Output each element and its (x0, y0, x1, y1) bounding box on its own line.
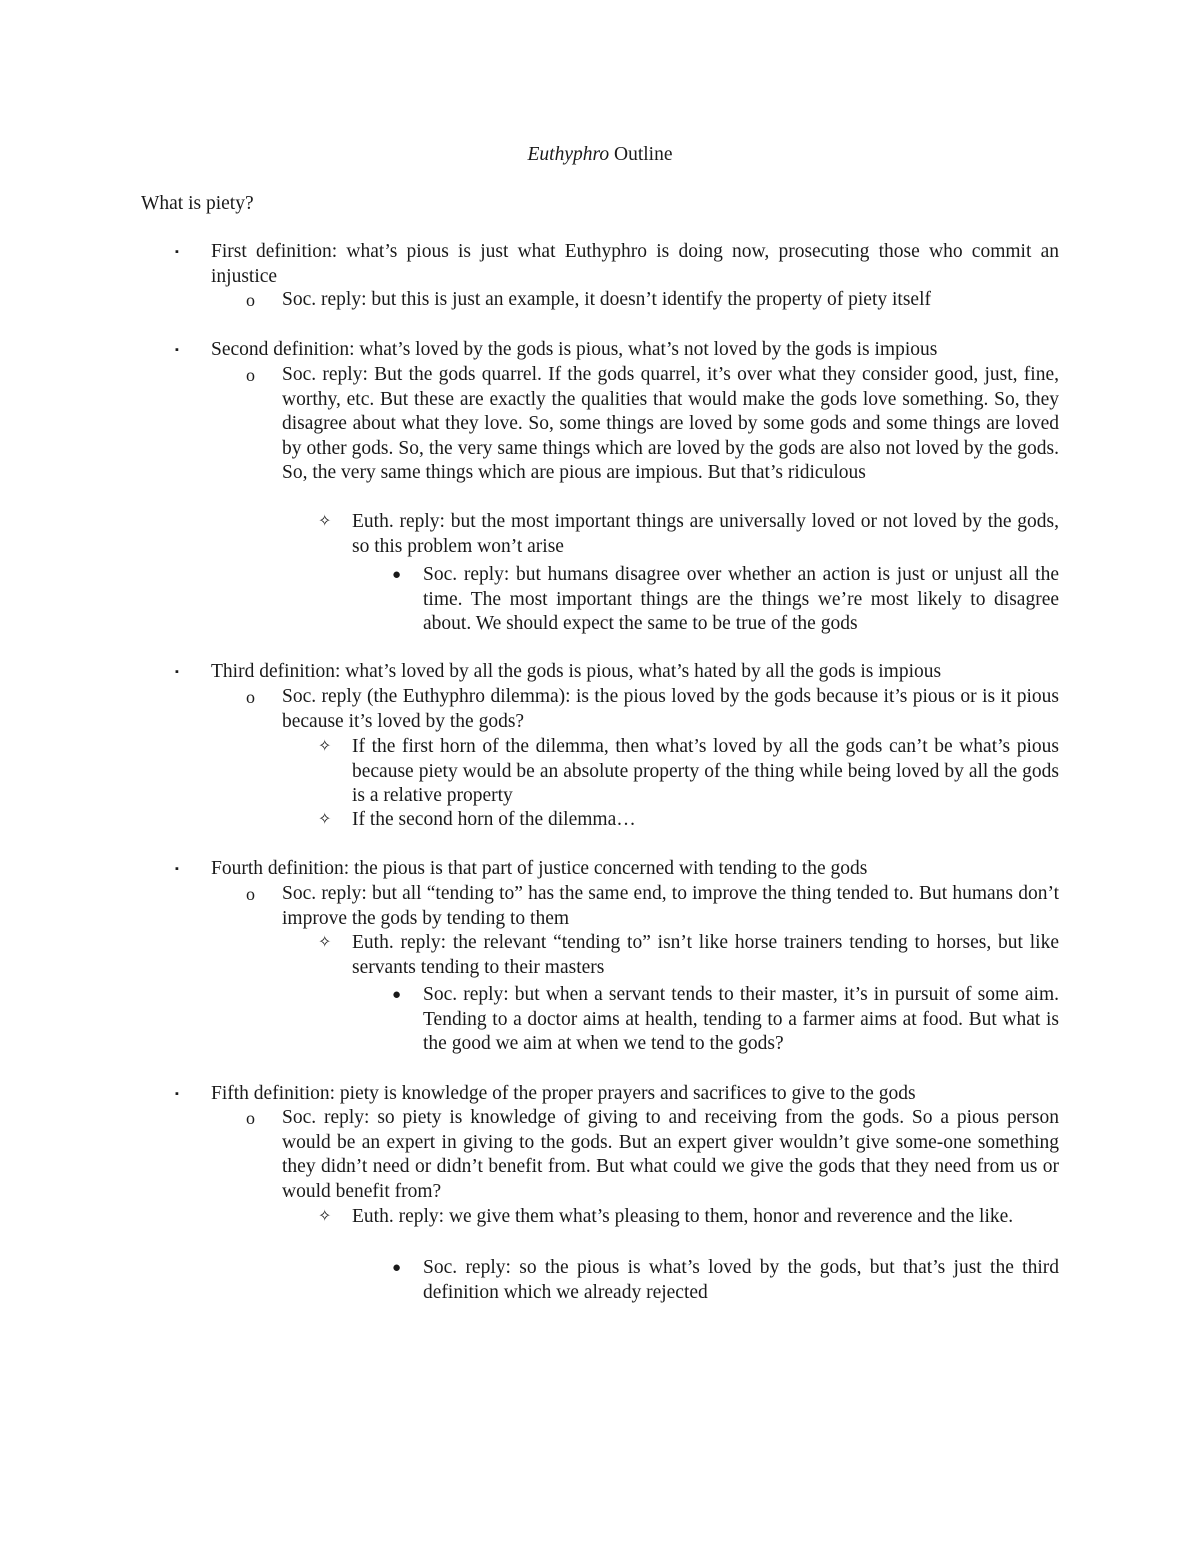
bullet-square: ▪ (175, 666, 179, 678)
bullet-diamond: ✧ (318, 811, 332, 828)
outline-item-definition-4: Fourth definition: the pious is that part of justice concerned with tending to the gods (211, 858, 868, 879)
outline-item-definition-2: Second definition: what’s loved by the gods is pious, what’s not loved by the gods is impious (211, 339, 938, 360)
title-rest: Outline (609, 144, 673, 165)
outline-item-reply: Soc. reply: but humans disagree over whether an action is just or unjust all the time. The most important things are the things we’re most likely to disagree about. We should expect the same to be true of the gods (423, 564, 1059, 635)
outline-item-reply: Euth. reply: but the most important things are universally loved or not loved by the gods, so this problem won’t arise (352, 511, 1059, 557)
outline-item-definition-3: Third definition: what’s loved by all the gods is pious, what’s hated by all the gods is impious (211, 661, 942, 682)
bullet-dot: ● (392, 1260, 402, 1276)
outline-item-reply: Soc. reply: but this is just an example, it doesn’t identify the property of piety itself (282, 289, 931, 310)
outline-item-reply: Soc. reply: but when a servant tends to their master, it’s in pursuit of some aim. Tending to a doctor aims at health, tending to a farmer aims at food. But what is the good we aim at when we tend to the gods? (423, 984, 1059, 1055)
section-question: What is piety? (141, 193, 254, 214)
bullet-circle: o (246, 1108, 255, 1128)
bullet-dot: ● (392, 567, 402, 583)
bullet-square: ▪ (175, 246, 179, 258)
bullet-square: ▪ (175, 863, 179, 875)
outline-item-reply: Soc. reply: so the pious is what’s loved by the gods, but that’s just the third definition which we already rejected (423, 1257, 1059, 1303)
outline-item-reply: Euth. reply: we give them what’s pleasing to them, honor and reverence and the like. (352, 1206, 1014, 1227)
title-italic: Euthyphro (527, 144, 610, 165)
outline-item-reply: Soc. reply: but all “tending to” has the same end, to improve the thing tended to. But humans don’t improve the gods by tending to them (282, 883, 1059, 929)
outline-item-reply: Euth. reply: the relevant “tending to” isn’t like horse trainers tending to horses, but like servants tending to their masters (352, 932, 1059, 978)
bullet-square: ▪ (175, 344, 179, 356)
bullet-circle: o (246, 365, 255, 385)
page-title (0, 142, 1200, 168)
bullet-circle: o (246, 884, 255, 904)
bullet-dot: ● (392, 987, 402, 1003)
bullet-square: ▪ (175, 1088, 179, 1100)
bullet-diamond: ✧ (318, 934, 332, 951)
bullet-circle: o (246, 687, 255, 707)
outline-item-reply: Soc. reply: so piety is knowledge of giving to and receiving from the gods. So a pious person would be an expert in giving to the gods. But an expert giver wouldn’t give some-one something they didn’t need or didn’t benefit from. But what could we give the gods that they need from us or would benefit from? (282, 1107, 1059, 1202)
outline-item-reply: If the second horn of the dilemma… (352, 809, 636, 830)
bullet-diamond: ✧ (318, 738, 332, 755)
bullet-diamond: ✧ (318, 1208, 332, 1225)
outline-item-definition-1: First definition: what’s pious is just what Euthyphro is doing now, prosecuting those who commit an injustice (211, 241, 1059, 287)
outline-item-reply: If the first horn of the dilemma, then what’s loved by all the gods can’t be what’s pious because piety would be an absolute property of the thing while being loved by all the gods is a relative property (352, 736, 1059, 807)
outline-item-reply: Soc. reply: But the gods quarrel. If the gods quarrel, it’s over what they consider good, just, fine, worthy, etc. But these are exactly the qualities that would make the gods love something. So, they disagree about what they love. So, some things are loved by some gods and some things are loved by other gods. So, the very same things which are loved by the gods are also not loved by the gods. So, the very same things which are pious are impious. But that’s ridiculous (282, 364, 1059, 484)
outline-item-definition-5: Fifth definition: piety is knowledge of the proper prayers and sacrifices to give to the gods (211, 1083, 916, 1104)
outline-item-reply: Soc. reply (the Euthyphro dilemma): is the pious loved by the gods because it’s pious or is it pious because it’s loved by the gods? (282, 686, 1059, 732)
bullet-diamond: ✧ (318, 513, 332, 530)
bullet-circle: o (246, 290, 255, 310)
